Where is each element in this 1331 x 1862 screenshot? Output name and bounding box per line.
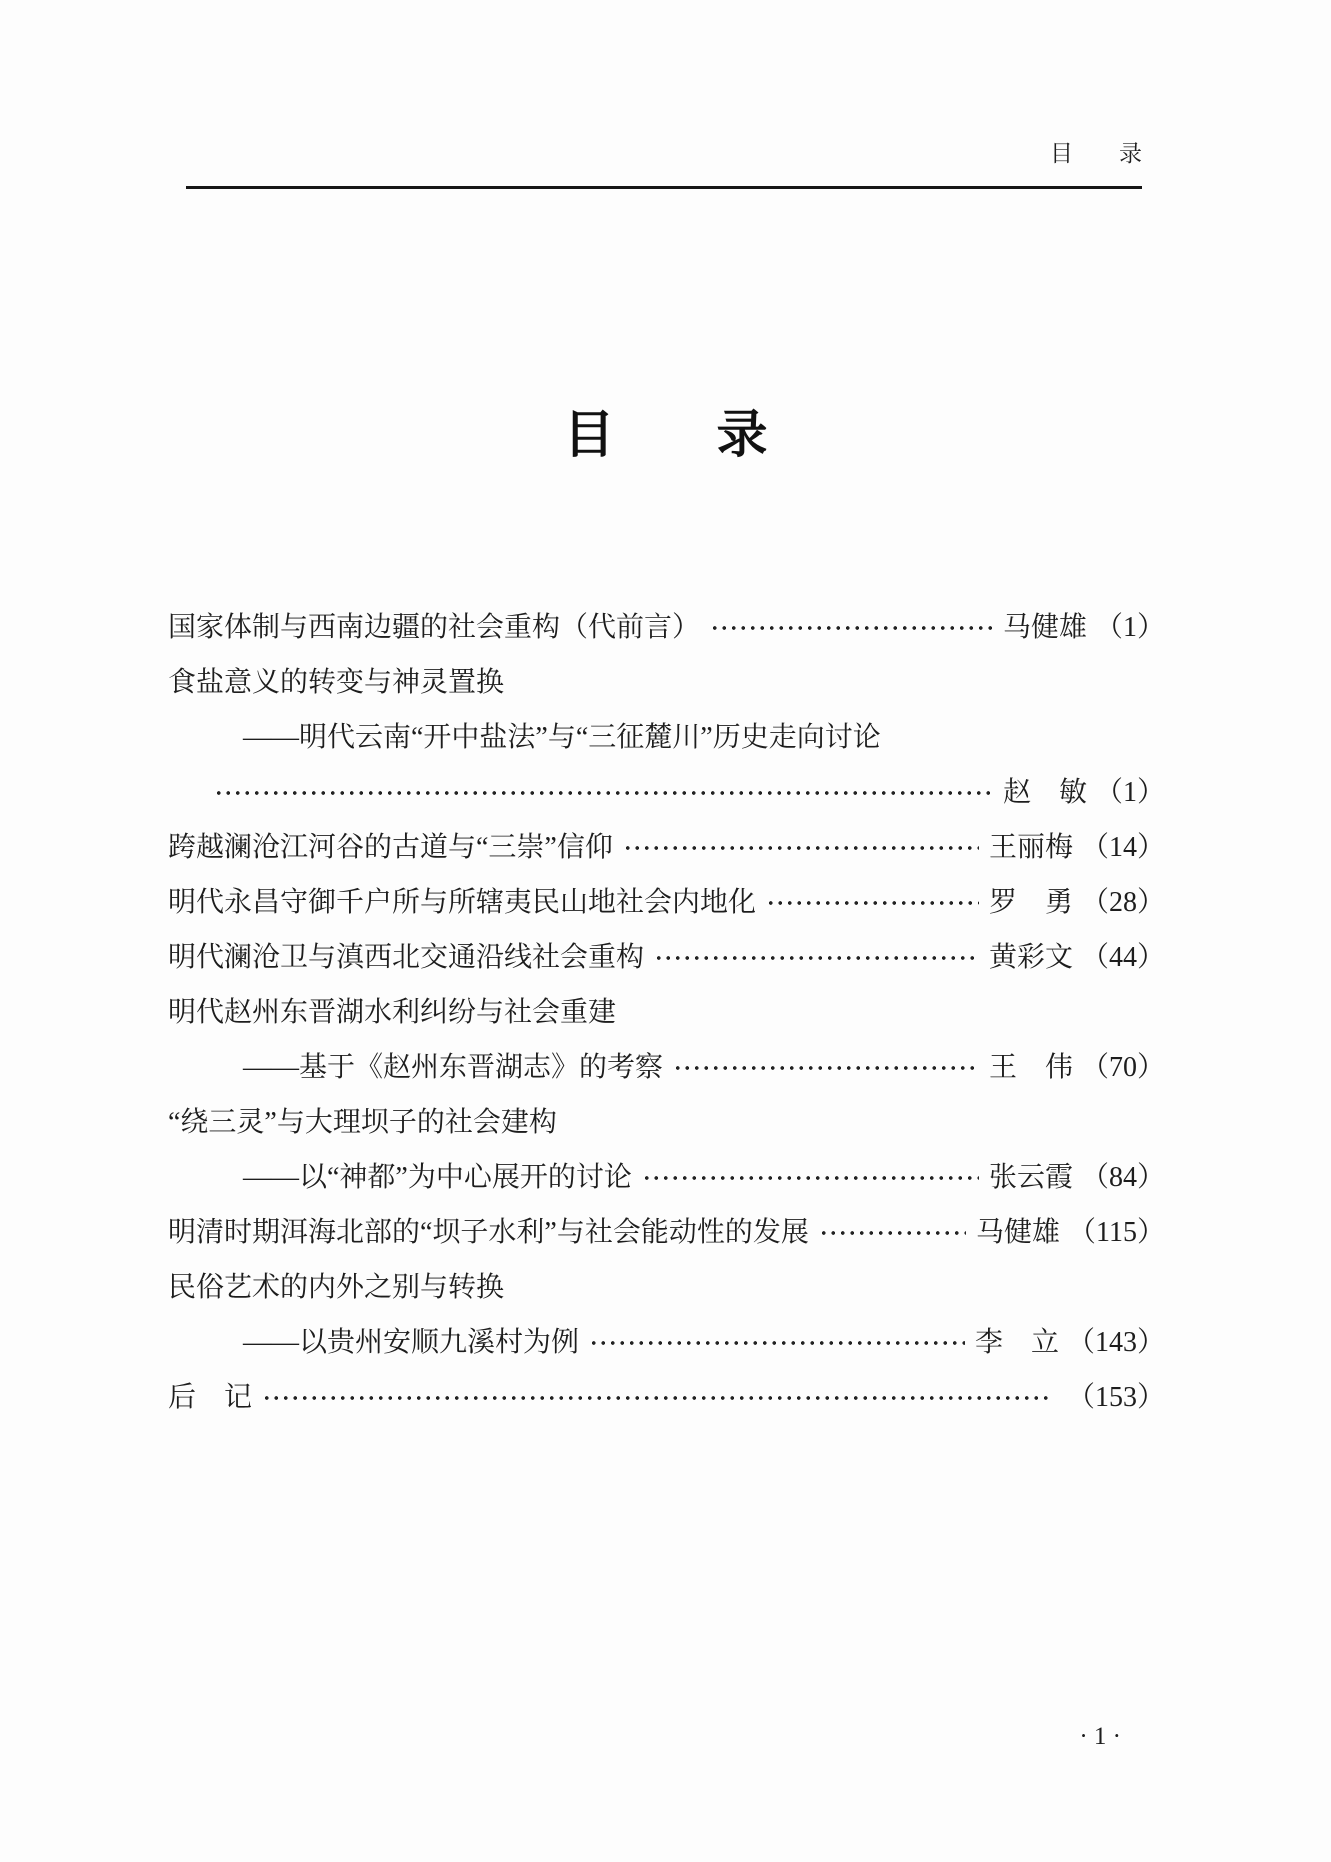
toc-entry xyxy=(168,1202,1165,1257)
toc-entry-page-number: （1） xyxy=(1094,611,1165,643)
toc-entry-page-number: （28） xyxy=(1080,886,1165,918)
toc-entry-title: 后 记 xyxy=(168,1381,253,1413)
toc-entry-page-number: （44） xyxy=(1080,941,1165,973)
toc-entry-author: 王 伟 xyxy=(988,1051,1073,1083)
toc-entry-title: ——以“神都”为中心展开的讨论 xyxy=(243,1161,632,1193)
toc-entry-author: 马健雄 xyxy=(1002,611,1087,643)
dotted-leader xyxy=(623,817,979,872)
toc-entry-title: 明代永昌守御千户所与所辖夷民山地社会内地化 xyxy=(168,886,757,918)
toc-entry-author: 赵 敏 xyxy=(1002,776,1087,808)
toc-entry-author: 王丽梅 xyxy=(988,831,1073,863)
toc-entry xyxy=(168,817,1165,872)
toc-entry xyxy=(168,652,1165,707)
footer-page-number: · 1 · xyxy=(1079,1723,1121,1750)
toc-entry-page-number: （115） xyxy=(1068,1216,1165,1248)
toc-entry-author: 黄彩文 xyxy=(988,941,1073,973)
toc-entry xyxy=(168,1147,1165,1202)
dotted-leader xyxy=(262,1367,1049,1422)
toc-entry-title: 食盐意义的转变与神灵置换 xyxy=(168,666,505,698)
dotted-leader xyxy=(642,1147,979,1202)
toc-entry-page-number: （143） xyxy=(1066,1326,1165,1358)
page-title: 目 录 xyxy=(563,408,768,465)
dotted-leader xyxy=(766,872,979,927)
toc-entry xyxy=(168,1257,1165,1312)
toc-entry xyxy=(168,707,1165,762)
toc-entry-title: 跨越澜沧江河谷的古道与“三崇”信仰 xyxy=(168,831,613,863)
running-header: 目 录 xyxy=(1050,141,1142,166)
toc-entry-author: 李 立 xyxy=(974,1326,1059,1358)
toc-entry-title: 国家体制与西南边疆的社会重构（代前言） xyxy=(168,611,701,643)
toc-entry-title: 明清时期洱海北部的“坝子水利”与社会能动性的发展 xyxy=(168,1216,809,1248)
dotted-leader xyxy=(654,927,979,982)
toc-entry-author: 罗 勇 xyxy=(988,886,1073,918)
toc-entry-title: “绕三灵”与大理坝子的社会建构 xyxy=(168,1106,557,1138)
toc-entry xyxy=(168,1037,1165,1092)
toc-entry xyxy=(168,762,1165,817)
toc-entry xyxy=(168,872,1165,927)
toc-entry-author: 张云霞 xyxy=(988,1161,1073,1193)
toc-entry-title: ——基于《赵州东晋湖志》的考察 xyxy=(243,1051,664,1083)
dotted-leader xyxy=(589,1312,965,1367)
toc-entry xyxy=(168,1312,1165,1367)
toc-entry-title: 明代澜沧卫与滇西北交通沿线社会重构 xyxy=(168,941,645,973)
toc-entry xyxy=(168,1092,1165,1147)
dotted-leader xyxy=(214,762,993,817)
toc-entry-title: 民俗艺术的内外之别与转换 xyxy=(168,1271,505,1303)
toc-entry-page-number: （153） xyxy=(1066,1381,1165,1413)
toc-entry-page-number: （1） xyxy=(1094,776,1165,808)
dotted-leader xyxy=(673,1037,979,1092)
toc-entry-page-number: （70） xyxy=(1080,1051,1165,1083)
toc-entry-title: ——明代云南“开中盐法”与“三征麓川”历史走向讨论 xyxy=(243,721,881,753)
toc-list xyxy=(168,597,1165,1422)
toc-entry xyxy=(168,597,1165,652)
dotted-leader xyxy=(710,597,993,652)
toc-entry-title: ——以贵州安顺九溪村为例 xyxy=(243,1326,580,1358)
toc-entry xyxy=(168,927,1165,982)
toc-entry-author: 马健雄 xyxy=(976,1216,1061,1248)
dotted-leader xyxy=(819,1202,966,1257)
toc-entry-page-number: （84） xyxy=(1080,1161,1165,1193)
header-rule xyxy=(186,186,1142,189)
toc-entry-page-number: （14） xyxy=(1080,831,1165,863)
toc-entry xyxy=(168,982,1165,1037)
toc-entry-title: 明代赵州东晋湖水利纠纷与社会重建 xyxy=(168,996,617,1028)
toc-entry xyxy=(168,1367,1165,1422)
